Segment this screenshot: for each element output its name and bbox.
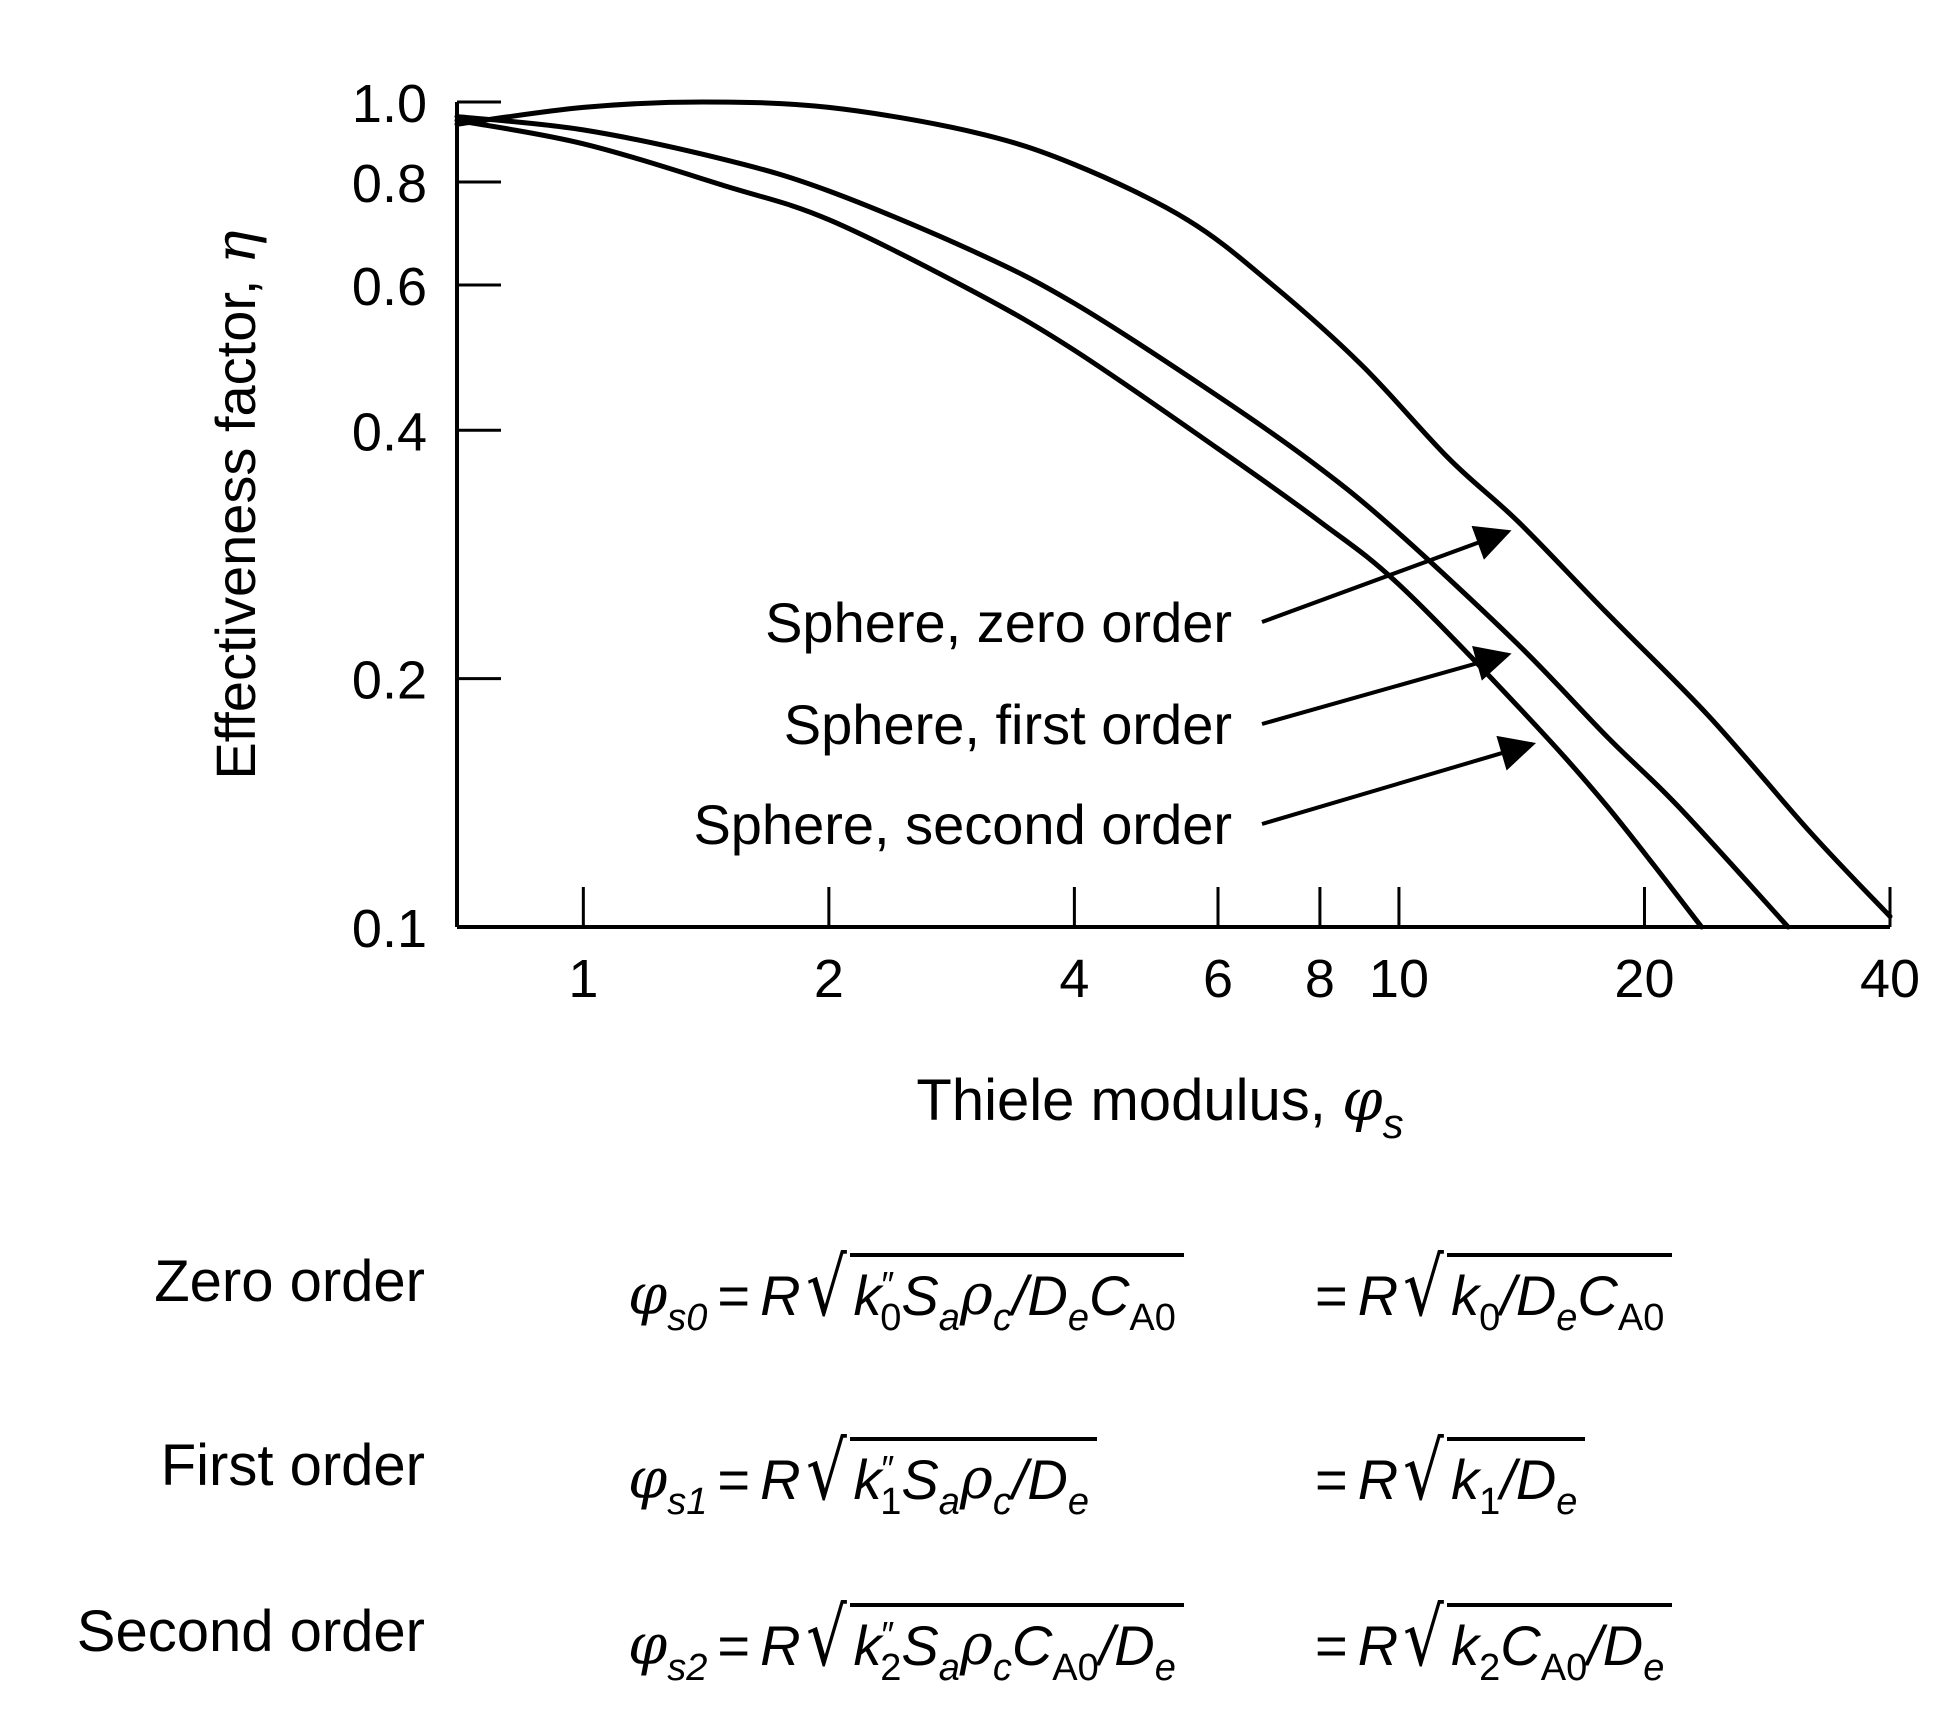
phi-symbol: φ [628, 1263, 668, 1328]
diffusivity-symbol: /D [1011, 1264, 1068, 1327]
phi-subscript: s1 [667, 1481, 708, 1523]
surface-area-subscript: a [938, 1647, 960, 1689]
radical-sign: √ [1403, 1425, 1445, 1518]
rho-subscript: c [992, 1297, 1012, 1339]
conc-symbol: C [1011, 1614, 1053, 1677]
k-symbol: k [1451, 1614, 1480, 1677]
radicand [850, 1253, 1184, 1339]
radical-sign: √ [805, 1241, 847, 1334]
y-tick-label: 1.0 [351, 74, 427, 134]
radical-sign: √ [805, 1591, 847, 1684]
k-symbol: k [1451, 1448, 1480, 1511]
equation-label: Zero order [154, 1249, 425, 1314]
equation-label: Second order [76, 1599, 425, 1664]
k-symbol: k [853, 1614, 882, 1677]
y-tick-label: 0.2 [351, 650, 427, 711]
x-axis-label: Thiele modulus, $\varphi_s$ [916, 1066, 1404, 1147]
equation-row [0, 1412, 1955, 1522]
conc-subscript: A0 [1052, 1647, 1099, 1689]
radical-sign: √ [1403, 1591, 1445, 1684]
rho-symbol: ρ [959, 1263, 993, 1328]
annotation-first-order: Sphere, first order [783, 693, 1232, 756]
conc-subscript: A0 [1540, 1647, 1588, 1689]
k-superscript: ″ [881, 1264, 895, 1305]
surface-area-symbol: S [901, 1614, 939, 1677]
radius-symbol: R [1357, 1264, 1399, 1327]
annotation-arrow [1262, 655, 1508, 724]
conc-symbol: C [1500, 1614, 1541, 1677]
diffusivity-symbol: /D [1098, 1614, 1155, 1677]
k-subscript: 2 [880, 1647, 902, 1689]
rho-subscript: c [992, 1481, 1012, 1523]
chart-annotations [693, 532, 1532, 856]
x-tick-label: 8 [1304, 949, 1335, 1009]
square-root [1398, 1425, 1585, 1523]
square-root [801, 1591, 1184, 1689]
k-symbol: k [1451, 1264, 1480, 1327]
conc-subscript: A0 [1129, 1297, 1176, 1339]
y-tick-label: 0.6 [351, 257, 427, 318]
radius-symbol: R [760, 1448, 801, 1511]
k-superscript: ″ [881, 1614, 895, 1655]
radicand [850, 1437, 1097, 1523]
annotation-arrow [1262, 744, 1533, 824]
phi-subscript: s2 [667, 1647, 708, 1689]
equation-label: First order [160, 1433, 425, 1498]
diffusivity-subscript: e [1556, 1297, 1578, 1339]
equation-rhs [1305, 1228, 1672, 1339]
x-tick-label: 6 [1202, 949, 1234, 1009]
k-symbol: k [853, 1448, 882, 1511]
annotation-second-order: Sphere, second order [693, 793, 1232, 856]
square-root [801, 1425, 1097, 1523]
conc-symbol: C [1577, 1264, 1618, 1327]
x-tick-label: 10 [1368, 949, 1429, 1009]
equals-sign: = [1315, 1264, 1348, 1327]
k-subscript: 0 [1479, 1297, 1501, 1339]
surface-area-symbol: S [901, 1264, 939, 1327]
x-tick-label: 1 [568, 949, 599, 1009]
phi-subscript: s0 [667, 1297, 708, 1339]
radicand [850, 1603, 1184, 1689]
surface-area-symbol: S [901, 1448, 939, 1511]
conc-subscript: A0 [1617, 1297, 1665, 1339]
equation-lhs-mid [628, 1228, 1184, 1339]
phi-symbol: φ [628, 1447, 668, 1512]
annotation-arrow [1262, 532, 1508, 622]
radicand [1447, 1437, 1585, 1523]
diffusivity-symbol: /D [1587, 1614, 1644, 1677]
k-symbol: k [853, 1264, 882, 1327]
equation-rhs [1305, 1578, 1672, 1689]
equation-row [0, 1228, 1955, 1338]
annotation-zero-order: Sphere, zero order [765, 591, 1232, 654]
equals-sign: = [717, 1448, 751, 1511]
diffusivity-subscript: e [1643, 1647, 1665, 1689]
radius-symbol: R [760, 1264, 801, 1327]
radius-symbol: R [1357, 1448, 1399, 1511]
radicand [1447, 1603, 1672, 1689]
diffusivity-subscript: e [1154, 1647, 1176, 1689]
radical-sign: √ [1403, 1241, 1445, 1334]
y-axis-label: Effectiveness factor, η [204, 230, 269, 780]
equals-sign: = [717, 1614, 751, 1677]
y-tick-label: 0.8 [351, 153, 427, 214]
surface-area-subscript: a [938, 1481, 960, 1523]
radical-sign: √ [805, 1425, 847, 1518]
diffusivity-subscript: e [1556, 1481, 1578, 1523]
radicand [1447, 1253, 1672, 1339]
diffusivity-symbol: /D [1011, 1448, 1068, 1511]
square-root [1398, 1591, 1672, 1689]
radius-symbol: R [1357, 1614, 1399, 1677]
equals-sign: = [717, 1264, 751, 1327]
diffusivity-subscript: e [1067, 1481, 1089, 1523]
diffusivity-subscript: e [1067, 1297, 1089, 1339]
diffusivity-symbol: /D [1500, 1448, 1557, 1511]
y-tick-label: 0.4 [351, 402, 427, 463]
rho-symbol: ρ [959, 1613, 993, 1678]
equation-row [0, 1578, 1955, 1688]
x-tick-label: 2 [813, 949, 844, 1009]
k-subscript: 1 [880, 1481, 902, 1523]
rho-subscript: c [992, 1647, 1012, 1689]
square-root [1398, 1241, 1672, 1339]
k-superscript: ″ [881, 1448, 895, 1489]
x-tick-label: 40 [1859, 949, 1921, 1009]
x-tick-label: 20 [1614, 949, 1675, 1009]
x-tick-label: 4 [1059, 949, 1090, 1009]
diffusivity-symbol: /D [1500, 1264, 1557, 1327]
surface-area-subscript: a [938, 1297, 960, 1339]
phi-symbol: φ [628, 1613, 668, 1678]
radius-symbol: R [760, 1614, 801, 1677]
equation-lhs-mid [628, 1412, 1097, 1523]
y-tick-label: 0.1 [351, 899, 427, 959]
equals-sign: = [1315, 1614, 1348, 1677]
k-subscript: 1 [1479, 1481, 1501, 1523]
equation-rhs [1305, 1412, 1585, 1523]
rho-symbol: ρ [959, 1447, 993, 1512]
equation-lhs-mid [628, 1578, 1184, 1689]
conc-symbol: C [1088, 1264, 1130, 1327]
k-subscript: 2 [1479, 1647, 1501, 1689]
square-root [801, 1241, 1184, 1339]
k-subscript: 0 [880, 1297, 902, 1339]
equals-sign: = [1315, 1448, 1348, 1511]
